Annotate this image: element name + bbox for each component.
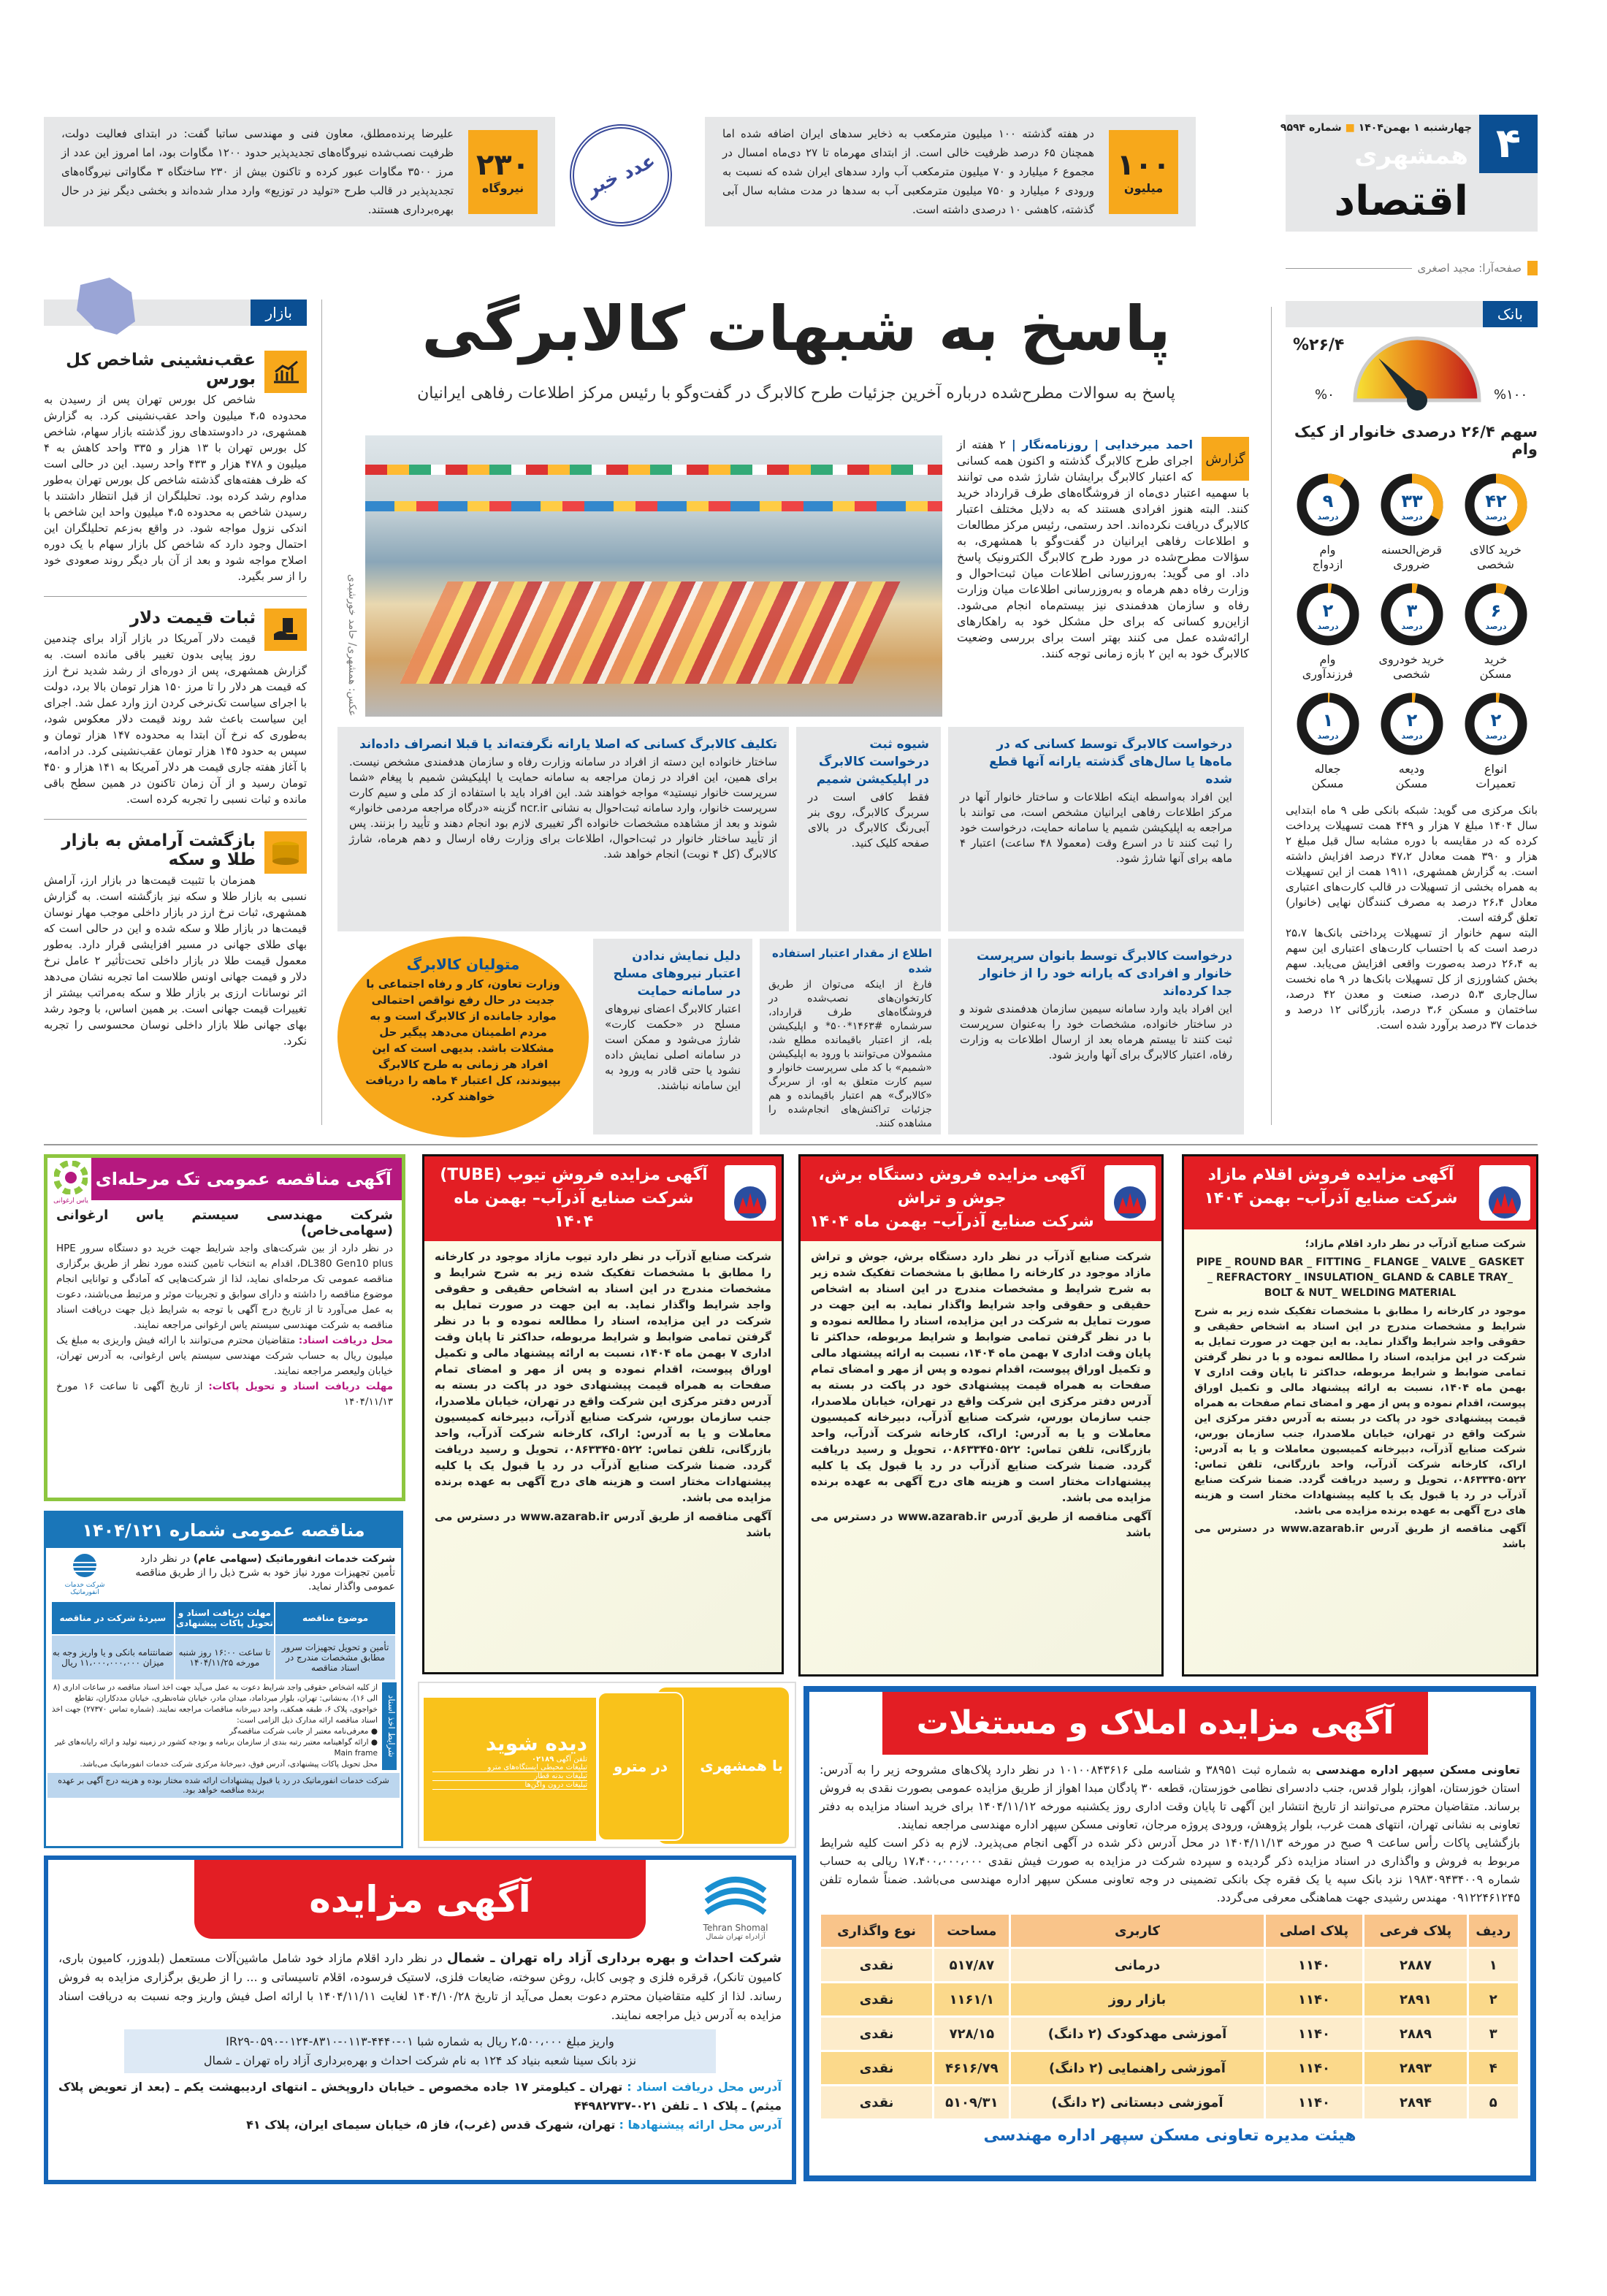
table-cell: ۵۱۷/۸۷: [934, 1949, 1009, 1981]
subtitle: پاسخ به سوالات مطرح‌شده درباره آخرین جزئیات طرح کالابرگ در گفت‌وگو با رئیس مرکز اطلاعات رفاهی ایرانیان: [417, 384, 1175, 403]
qa-title: درخواست کالابرگ توسط کسانی که در ماه‌ها یا سال‌های گذشته یارانه آنها قطع شده: [989, 737, 1232, 787]
informatics-logo-icon: [52, 1552, 118, 1596]
logo-text: یاس ارغوانی: [53, 1197, 88, 1205]
donut-chart: [1462, 690, 1530, 758]
metro-phone: [432, 1755, 587, 1763]
donut-chart: [1294, 581, 1362, 648]
table-cell: آموزشی راهنمایی (۲ دانگ): [1011, 2052, 1263, 2084]
callout-title: متولیان کالابرگ: [406, 956, 520, 973]
label-line: فرزندآوری: [1302, 667, 1354, 681]
donut-unit: درصد: [1401, 731, 1422, 741]
bank-title: سهم ۲۶/۴ درصدی خانوار از کیک وام: [1294, 423, 1538, 458]
table-cell: ۲۸۸۹: [1364, 2018, 1466, 2050]
ad-text: در نظر دارد تأمین تجهیزات مورد نیاز خود به شرح ذیل را از طریق مناقصه عمومی واگذار نماید.: [135, 1553, 395, 1593]
section-title: اقتصاد: [1334, 178, 1468, 225]
brief-number: ۱۰۰: [1116, 148, 1171, 182]
label-line: مسکن: [1479, 667, 1512, 681]
qa-box: [760, 939, 941, 1134]
label-line: قرض‌الحسنه: [1381, 543, 1443, 557]
ad-text: در نظر دارد اقلام مازاد خود شامل ماشین‌آلات مستعمل (بلدوزر، کامیون باری، کامیون تانکر)، قرقره فلزی و چوبی کابل، روغن سوخته، ضایعات فلزی، لاستیک فرسوده، اقلام تاسیساتی و ... را از طریق برگزاری مزایده به فروش رساند. لذا از کلیه متقاضیان محترم دعوت بعمل می‌آید از تاریخ ۱۴۰۴/۱۰/۲۸ لغایت ۱۴۰۴/۱۱/۱۱ با ارائه اصل فیش واریز وجه نسبت به دریافت اسناد مزایده به آدرس ذیل مراجعه نمایند.: [58, 1951, 782, 2022]
donut-unit: درصد: [1317, 512, 1338, 522]
yas-logo-icon: [50, 1161, 91, 1205]
paper-logo: همشهری: [1354, 141, 1468, 170]
table-row: [821, 2086, 1518, 2118]
designer-credit: [1286, 259, 1538, 277]
requirement: ● معرفی‌نامه معتبر از جانب شرکت مناقصه‌گر: [229, 1727, 378, 1736]
metro-word: در مترو: [613, 1758, 668, 1775]
donut-label: [1288, 652, 1368, 682]
news-text: همزمان با تثبیت قیمت‌ها در بازار ارز، آرامش نسبی به بازار طلا و سکه نیز بازگشته است. به گزارش همشهری، ثبات نرخ ارز در بازار داخلی موجب مهار نوسان قیمت‌ها در بازار طلا و سکه شده و این در حالی است که بهای طلای جهانی در مسیر افزایشی قرار دارد. به‌طور معمول قیمت طلا در بازار داخلی تحت‌تأثیر ۲ عامل نرخ دلار و قیمت جهانی اونس طلاست اما تجربه نشان می‌دهد اثر نوسانات ارزی بر بازار طلا و سکه به‌مراتب بیشتر از تغییرات قیمت جهانی است. بر همین اساس، با وجود رشد بهای جهانی طلا بازار داخلی نوسان محسوسی را تجربه نکرد.: [44, 874, 307, 1048]
table-cell: نقدی: [821, 2086, 932, 2118]
table-header: نوع واگذاری: [821, 1915, 932, 1947]
money-hand-icon: [264, 609, 307, 651]
designer: صفحه‌آرا: مجید اصغری: [1417, 262, 1522, 275]
qa-text: فقط کافی است در سربرگ کالابرگ، روی بنر آبی‌رنگ کالابرگ در بالای صفحه کلیک کنید.: [808, 790, 929, 850]
donut-number: ۱: [1322, 710, 1333, 731]
ad-body: [809, 1755, 1530, 1912]
qa-box: [337, 727, 789, 931]
table-cell: نقدی: [821, 2018, 932, 2050]
news-item-dollar: [44, 609, 307, 807]
ad-company: شرکت مهندسی سیستم یاس ارغوانی (سهامی‌خاص): [56, 1208, 393, 1238]
table-cell: تأمین و تحویل تجهیزات سرور مطابق مشخصات مندرج در اسناد مناقصه: [275, 1636, 395, 1679]
side-label: شرایط اخذ اسناد: [382, 1682, 397, 1770]
donut-unit: درصد: [1485, 622, 1506, 631]
qa-box: [948, 727, 1244, 931]
table-header-row: [821, 1915, 1518, 1947]
table-header: مساحت: [934, 1915, 1009, 1947]
logo-text: Tehran Shomal: [703, 1923, 768, 1933]
donut-item: [1288, 690, 1368, 791]
section-bar: [1286, 301, 1538, 327]
divider: [44, 819, 307, 820]
donut-label: [1456, 762, 1536, 791]
label-line: جعاله: [1314, 762, 1341, 776]
table-cell: ۱۱۴۰: [1266, 2052, 1363, 2084]
qa-box: [593, 939, 752, 1134]
ad-header: [1184, 1156, 1536, 1229]
brief-text: در هفته گذشته ۱۰۰ میلیون مترمکعب به ذخایر سدهای ایران اضافه شده اما همچنان ۶۵ درصد ظرفیت خالی است. از ابتدای مهرماه تا ۲۷ دی‌ماه امسال در مجموع ۶ میلیارد و ۷۰ میلیون مترمکعب آب وارد سدهای ایران شده که نسبت به ورودی ۶ میلیارد و ۷۵۰ میلیون مترمکعبی آب به سدها در مدت مشابه سال آبی گذشته، کاهشی ۱۰ درصدی داشته است.: [722, 127, 1094, 216]
table-row: [821, 1949, 1518, 1981]
qa-text: فارغ از اینکه می‌توان از طریق کارتخوان‌های نصب‌شده در فروشگاه‌های طرف قرارداد، سرشماره #۱۴۶۳*۵۰۰* و اپلیکیشن بله، از اعتبار باقیمانده مطلع شد، مشمولان می‌توانند با ورود به اپلیکیشن «شمیم» با کد ملی سرپرست خانوار و سیم کارت متعلق به او، از سربرگ «کالابرگ» هم اعتبار باقیمانده و هم جزئیات تراکنش‌های انجام‌شده را مشاهده کنند.: [768, 979, 932, 1129]
table-cell: نقدی: [821, 1949, 932, 1981]
marker-icon: [1527, 261, 1538, 275]
payment-line: نزد بانک سینا شعبه بنیاد کد ۱۲۴ به نام شرکت احداث و بهره‌برداری آزاد راه تهران ـ شمال: [203, 2053, 637, 2067]
label-line: خرید کالای: [1470, 543, 1522, 557]
donut-unit: درصد: [1401, 512, 1422, 522]
page-divider: [44, 1144, 1538, 1145]
metro-word: دیده شوید: [485, 1731, 587, 1755]
donut-chart: [1378, 471, 1446, 538]
table-row: [821, 2052, 1518, 2084]
donut-label: [1288, 762, 1368, 791]
donut-number: ۶: [1490, 600, 1501, 621]
table-cell: ۱۱۴۰: [1266, 1949, 1363, 1981]
property-table: [819, 1912, 1520, 2121]
ad-body: [1184, 1229, 1536, 1560]
issue-number: شماره ۹۵۹۴: [1280, 122, 1342, 134]
donut-number: ۳: [1406, 600, 1417, 621]
label-line: مسکن: [1395, 777, 1428, 790]
table-header: پلاک فرعی: [1364, 1915, 1466, 1947]
donut-label: [1288, 543, 1368, 572]
ad-azarab-cutting: [798, 1154, 1164, 1677]
label-line: شخصی: [1477, 557, 1514, 571]
donut-item: [1288, 471, 1368, 572]
donut-label: [1372, 543, 1452, 572]
ad-title: آگهی مزایده املاک و مستغلات: [882, 1692, 1428, 1755]
donut-chart: [1462, 581, 1530, 648]
ad-text: موجود در کارخانه را مطابق با مشخصات تفکیک شده زیر به شرح شرایط و مشخصات مندرج در این اسناد به اشخاص حقیقی و حقوقی واجد شرایط واگذار نماید. به این جهت در صورت تمایل به شرکت در این مزایده، اسناد را مطالعه نموده و با در نظر گرفتن تمامی ضوابط و شرایط مربوطه، حداکثر تا پایان وقت اداری ۷ بهمن ماه ۱۴۰۴، نسبت به ارائه پیشنهاد مالی و تکمیل اوراق پیوست، اقدام نموده و پس از مهر و امضای تمام صفحات به همراه قیمت پیشنهادی خود در پاکت در بسته به آدرس دفتر مرکزی این شرکت واقع در تهران، خیابان ملاصدرا، جنب سازمان بورس، شرکت صنایع آذرآب، دبیرخانه کمیسیون معاملات و یا به آدرس: اراک، کارخانه شرکت آذرآب، واحد بازرگانی، تلفن تماس: ۰۸۶۳۳۴۵۰۵۲۲، تحویل و رسید دریافت گردد. ضمنا شرکت صنایع آذرآب در رد یا قبول یک یا کلیه پیشنهادات مختار است و هزینه های درج آگهی به عهده برنده مزایده می باشد.: [1194, 1305, 1526, 1517]
lead-body: ۲ هفته از اجرای طرح کالابرگ گذشته و اکنون همه کسانی که اعتبار کالابرگ برایشان شارژ شده می توانند با سهمیه اعتبار دی‌ماه از فروشگاه‌های طرف قرارداد خرید کنند. البته هنوز افرادی هستند که به دلایل مختلف اعتبار کالابرگ دریافت نکرده‌اند. احد رستمی، رئیس مرکز مطالعات و اطلاعات رفاهی ایرانیان در گفت‌وگو با همشهری، به سؤالات مطرح‌شده در مورد طرح کالابرگ الکترونیک پاسخ داد. او می گوید: به‌روزرسانی اطلاعات میان ثبت‌احوال و وزارت رفاه دهم هرماه و به‌روزرسانی اطلاعات میان وزارت رفاه و سازمان هدفمندی نیز بیستم‌ماه انجام می‌شود. ازاین‌رو کسانی که برای حل مشکل خود به راهکارهای ارائه‌شده عمل می کنند بهتر است برای بررسی وضعیت کالابرگ خود به این ۲ بازه زمانی توجه کنند.: [957, 438, 1249, 660]
gauge-max: %۱۰۰: [1494, 387, 1528, 403]
iran-map-icon: [73, 278, 139, 336]
donut-item: [1456, 690, 1536, 791]
payment-box: [124, 2029, 716, 2073]
tender-table: [46, 1601, 401, 1681]
news-item-gold: [44, 831, 307, 1049]
donut-grid: [1286, 471, 1538, 791]
section-label: بازار: [251, 300, 307, 326]
label-line: مسکن: [1311, 777, 1344, 790]
donut-unit: درصد: [1485, 512, 1506, 522]
ad-title: آگهی مزایده فروش تیوب (TUBE): [440, 1166, 708, 1184]
label-line: وام: [1319, 543, 1336, 557]
donut-unit: درصد: [1317, 622, 1338, 631]
stamp-text: عدد خبر: [583, 150, 659, 201]
ad-footer: آگهی مناقصه از طریق آدرس www.azarab.ir در دسترس می باشد: [1194, 1523, 1526, 1550]
news-title: بازگشت آرامش به بازار طلا و سکه: [61, 831, 256, 869]
label: محل دریافت اسناد:: [298, 1335, 393, 1346]
kicker: [1202, 437, 1249, 481]
donut-item: [1456, 471, 1536, 572]
brief-unit: نیروگاه: [481, 180, 524, 195]
gauge-min: %۰: [1315, 387, 1335, 403]
qa-text: ساختار خانواده این دسته از افراد در سامانه وزارت رفاه و سازمان هدفمندی مشخص نیست. برای همین، این افراد در زمان مراجعه به سامانه حمایت یا اپلیکیشن شمیم با پیغام «شما سرپرست خانوار نیستید» مواجه خواهند شد. این افراد باید با استفاده از کد ملی و سیم کارت سرپرست خانوار، وارد سامانه ثبت‌احوال به نشانی ncr.ir گزینه «درگاه مراجعه مردمی خانوار» شوند و بعد از مشاهده مشخصات خانواده اگر تغییری لازم بود انجام دهند و تأیید را بزنند. پس از تأیید ساختار خانوار در ثبت‌احوال، اطلاعات برای وزارت رفاه ارسال و دهم هرماه، شارژ کالابرگ (کل ۴ نوبت) انجام خواهد شد.: [349, 755, 777, 861]
ad-body: [47, 1200, 402, 1417]
table-header: موضوع مناقصه: [275, 1602, 395, 1634]
bank-text: بانک مرکزی می گوید: شبکه بانکی طی ۹ ماه ابتدایی سال ۱۴۰۴ مبلغ ۷ هزار و ۴۴۹ همت تسهیلات پرداخت کرده که در مقایسه با دوره مشابه سال قبل مبلغ ۲ هزار و ۳۹۰ همت معادل ۴۷،۲ درصد افزایش داشته است. به گزارش همشهری، ۱۹۱۱ همت از این تسهیلات به همراه بخشی از تسهیلات در قالب کارت‌های اعتباری معادل ۲۶،۴ درصد به مصرف کنندگان نهایی (خانوار) تعلق گرفته است.: [1286, 804, 1538, 924]
table-row: [821, 2018, 1518, 2050]
table-cell: ۱۱۴۰: [1266, 1983, 1363, 2015]
label-line: شخصی: [1393, 667, 1430, 681]
label-line: انواع: [1484, 762, 1508, 776]
news-title: ثبات قیمت دلار: [129, 609, 256, 628]
donut-item: [1372, 690, 1452, 791]
date-line: چهارشنبه ۱ بهمن۱۴۰۴ ■ شماره ۹۵۹۴: [1280, 122, 1472, 134]
address: تهران، شهرک قدس (غرب)، فاز ۵، خیابان سیمای ایران، پلاک ۴۱: [246, 2118, 616, 2132]
donut-label: [1372, 762, 1452, 791]
ad-text: از کلیه اشخاص حقوقی واجد شرایط دعوت به عمل می‌آید جهت اخذ اسناد مناقصه در ساعات اداری (۸ الی ۱۶)، به‌نشانی: تهران، بلوار میرداماد، میدان مادر، خیابان شاه‌نظری، خیابان مددکاران، تقاطع خواجوی، پلاک ۶، طبقه همکف، واحد دبیرخانه مناقصات مراجعه نمایند. (شماره تماس ۲۷۳۷۰) جهت اخذ اسناد مناقصه ارائه مدارک ذیل الزامی است:: [51, 1683, 378, 1725]
ad-subtitle: شرکت صنایع آذرآب– بهمن ماه ۱۴۰۴: [454, 1189, 694, 1231]
ad-text: محل تحویل پاکات پیشنهادی، آدرس فوق، دبیرخانهٔ مرکزی شرکت خدمات انفورماتیک می‌باشد.: [80, 1760, 378, 1769]
table-cell: ۱۱۴۰: [1266, 2018, 1363, 2050]
divider: [44, 596, 307, 597]
donut-unit: درصد: [1485, 731, 1506, 741]
table-cell: ۲: [1469, 1983, 1518, 2015]
metro-line: تبلیغات درون واگن‌ها: [432, 1781, 587, 1790]
brief-number-box: [1109, 130, 1178, 214]
donut-number: ۲: [1406, 710, 1417, 731]
ad-title: آگهی مزایده فروش دستگاه برش، جوش و تراش: [818, 1166, 1085, 1208]
ad-header: [801, 1156, 1161, 1241]
ad-text: در نظر دارد از بین شرکت‌های واجد شرایط جهت خرید دو دستگاه سرور HPE DL380 Gen10 plus، اقدام به انتخاب تامین کننده مورد نظر از طریق برگزاری مناقصه عمومی تک مرحله‌ای نماید، لذا از شرکت‌هایی که آمادگی و توانایی انجام موضوع مناقصه را داشته و دارای سوابق و تجربیات موثر و مرتبط می‌باشند، دعوت به عمل می‌آورد تا از تاریخ درج آگهی با توجه به شرایط ذیل جهت دریافت اسناد مناقصه به شرکت مهندسی سیستم یاس ارغوانی مراجعه نمایند.: [56, 1243, 393, 1331]
table-cell: ۱۱۶۱/۱: [934, 1983, 1009, 2015]
brief-number-box: [468, 130, 538, 214]
requirement: ● ارائه گواهینامه معتبر رتبه بندی از سازمان برنامه و بودجه کشور در زمینه تولید و ارائه رایانه‌های غیر Main frame: [55, 1738, 378, 1758]
ad-footer: آگهی مناقصه از طریق آدرس www.azarab.ir در دسترس می باشد: [811, 1510, 1151, 1539]
table-cell: ۲۸۹۴: [1364, 2086, 1466, 2118]
ad-footer: شرکت خدمات انفورماتیک در رد یا قبول پیشنهادات ارائه شده مختار بوده و هزینه درج آگهی بر عهده برنده مناقصه خواهد بود.: [47, 1773, 400, 1798]
stamp: [553, 107, 689, 243]
column-divider: [1271, 307, 1272, 1125]
donut-chart: [1378, 690, 1446, 758]
donut-item: [1288, 581, 1368, 682]
table-header: کاربری: [1011, 1915, 1263, 1947]
donut-chart: [1462, 471, 1530, 538]
ad-tehran-shomal: [44, 1856, 796, 2184]
table-header: پلاک اصلی: [1266, 1915, 1363, 1947]
donut-item: [1456, 581, 1536, 682]
table-cell: ۳: [1469, 2018, 1518, 2050]
donut-number: ۴۲: [1484, 491, 1507, 511]
donut-label: [1456, 543, 1536, 572]
bank-text: البته سهم خانوار از تسهیلات پرداختی بانک‌ها ۲۵،۷ درصد است که با احتساب کارت‌های اعتباری این سهم به ۲۶،۴ درصد به‌صورت واقعی افزایش می‌یابد. سهم بخش کشاورزی از کل تسهیلات بانک‌ها در ۹ ماه نخست سال‌جاری ۵،۳ درصد، صنعت و معدن ۴۲ درصد، ساختمان و مسکن ۳،۶ درصد، بازرگانی ۱۲ درصد و خدمات ۳۷ درصد برآورد شده است.: [1286, 926, 1538, 1031]
ad-title: آگهی مزایده فروش اقلام مازاد: [1207, 1166, 1454, 1184]
label-line: خرید: [1484, 652, 1508, 666]
table-cell: تا ساعت ۱۶:۰۰ روز شنبه مورخه ۱۴۰۴/۱۱/۲۵: [175, 1636, 275, 1679]
ad-subtitle: شرکت صنایع آذرآب– بهمن ۱۴۰۴: [1204, 1189, 1458, 1208]
ad-text: شرکت صنایع آذرآب در نظر دارد دستگاه برش، جوش و تراش مازاد موجود در کارخانه را مطابق با مشخصات تفکیک شده زیر به شرح شرایط و مشخصات مندرج در این اسناد به اشخاص حقیقی و حقوقی واجد شرایط واگذار نماید. به این جهت در صورت تمایل به شرکت در این مزایده، اسناد را مطالعه نموده و با در نظر گرفتن تمامی ضوابط و شرایط مربوطه، حداکثر تا پایان وقت اداری ۷ بهمن ماه ۱۴۰۴، نسبت به ارائه پیشنهاد مالی و تکمیل اوراق پیوست، اقدام نموده و پس از مهر و امضای تمام صفحات به همراه قیمت پیشنهادی خود در پاکت در بسته به آدرس دفتر مرکزی این شرکت واقع در تهران، خیابان ملاصدرا، جنب سازمان بورس، شرکت صنایع آذرآب، دبیرخانه کمیسیون معاملات و یا به آدرس: اراک، کارخانه شرکت آذرآب، واحد بازرگانی، تلفن تماس: ۰۸۶۳۳۴۵۰۵۲۲، تحویل و رسید دریافت گردد. ضمنا شرکت صنایع آذرآب در رد یا قبول یک یا کلیه پیشنهادات مختار است و هزینه های درج آگهی به عهده برنده مزایده می باشد.: [811, 1250, 1152, 1504]
table-cell: نقدی: [821, 1983, 932, 2015]
qa-title: اطلاع از مقدار اعتبار استفاده شده: [772, 947, 932, 975]
ad-text: شرکت صنایع آذرآب در نظر دارد تیوب مازاد موجود در کارخانه را مطابق با مشخصات تفکیک شده زیر به شرح شرایط و مشخصات مندرج در این اسناد به اشخاص حقیقی و حقوقی واجد شرایط واگذار نماید. به این جهت در صورت تمایل به شرکت در این مزایده، اسناد را مطالعه نموده و با در نظر گرفتن تمامی ضوابط و شرایط مربوطه، حداکثر تا پایان وقت اداری ۷ بهمن ماه ۱۴۰۴، نسبت به ارائه پیشنهاد مالی و تکمیل اوراق پیوست، اقدام نموده و پس از مهر و امضای تمام صفحات به همراه قیمت پیشنهادی خود در پاکت در بسته به آدرس دفتر مرکزی این شرکت واقع در تهران، خیابان ملاصدرا، جنب سازمان بورس، شرکت صنایع آذرآب، دبیرخانه کمیسیون معاملات و یا به آدرس: اراک، کارخانه شرکت آذرآب، واحد بازرگانی، تلفن تماس: ۰۸۶۳۳۴۵۰۵۲۲، تحویل و رسید دریافت گردد. ضمنا شرکت صنایع آذرآب در رد یا قبول یک یا کلیه پیشنهادات مختار است و هزینه های درج آگهی به عهده برنده مزایده می باشد.: [435, 1250, 771, 1504]
news-text: شاخص کل بورس تهران پس از رسیدن به محدوده ۴،۵ میلیون واحد عقب‌نشینی کرد. به گزارش همشهری، در دادوستدهای روز گذشته بازار سهام، شاخص کل بورس تهران با ۱۳ هزار و ۳۳۵ واحد کاهش به ۴ میلیون و ۴۷۸ هزار و ۴۳۳ واحد رسید. این در حالی است که ظرف هفته‌های گذشته شاخص کل بورس تهران به‌طور مداوم رشد کرده بود. تحلیلگران از قبل انتظار داشتند با رسیدن شاخص به محدوده ۴،۵ میلیون واحد این شاخص با اندکی نزول مواجه شود. در واقع به‌زعم تحلیلگران این احتمال وجود دارد که شاخص کل بازار سهام با یک دوره اصلاح مواجه شود و بعد از آن بار دیگر روند صعودی خود را از سر بگیرد.: [44, 393, 307, 583]
label: مهلت دریافت اسناد و تحویل پاکات:: [208, 1381, 394, 1392]
callout-circle: [337, 937, 589, 1137]
donut-number: ۲: [1322, 600, 1333, 621]
donut-chart: [1294, 471, 1362, 538]
ad-header: [91, 1158, 402, 1200]
column-divider: [321, 300, 322, 1125]
table-cell: ضمانتنامه بانکی و یا واریز وجه به میزان ۱۱،۰۰۰،۰۰۰،۰۰۰ ریال: [52, 1636, 174, 1679]
donut-chart: [1294, 690, 1362, 758]
ad-text: از تاریخ آگهی تا ساعت ۱۶ مورخ ۱۴۰۴/۱۱/۱۳: [56, 1381, 393, 1408]
table-cell: بازار روز: [1011, 1983, 1263, 2015]
section-label: بانک: [1483, 301, 1538, 327]
qa-box: [796, 727, 941, 931]
headline: پاسخ به شبهات کالابرگی: [421, 293, 1171, 365]
donut-unit: درصد: [1401, 622, 1422, 631]
ad-company: شرکت خدمات انفورماتیک (سهامی عام): [193, 1553, 395, 1565]
table-cell: آموزشی دبستانی (۲ دانگ): [1011, 2086, 1263, 2118]
ad-informatics-tender: [44, 1511, 403, 1848]
table-cell: ۲۸۹۳: [1364, 2052, 1466, 2084]
label-line: ضروری: [1393, 557, 1430, 571]
ad-metro: [418, 1682, 796, 1848]
phone-label: تلفن آگهی: [556, 1755, 587, 1763]
ad-yas-tender: [44, 1154, 405, 1501]
azarab-logo-icon: [725, 1165, 776, 1221]
brief-unit: میلیون: [1123, 180, 1164, 195]
lead-article: [957, 437, 1249, 662]
ad-items: PIPE _ ROUND BAR _ FITTING _ FLANGE _ VALVE _ GASKET _ REFRACTORY _ INSULATION_ GLAND & CABLE TRAY_ BOLT & NUT_ WELDING MATERIAL: [1196, 1256, 1524, 1299]
metro-line: تبلیغات بدنه قطار: [432, 1772, 587, 1781]
table-header: سپردهٔ شرکت در مناقصه: [52, 1602, 174, 1634]
donut-chart: [1378, 581, 1446, 648]
table-cell: ۱۱۴۰: [1266, 2086, 1363, 2118]
photo-credit: عکس: همشهری/ حامد خورشیدی: [346, 573, 358, 716]
table-cell: ۴: [1469, 2052, 1518, 2084]
donut-number: ۹: [1322, 491, 1333, 511]
ad-body: [58, 1949, 782, 2135]
chart-icon: [264, 351, 307, 393]
table-cell: ۲۸۸۷: [1364, 1949, 1466, 1981]
article-photo: [365, 435, 942, 717]
donut-item: [1372, 471, 1452, 572]
brief-renewables: [44, 117, 555, 226]
label-line: وام: [1319, 652, 1336, 666]
callout-text: وزارت تعاون، کار و رفاه اجتماعی با جدیت در حال رفع نواقص احتمالی موارد جامانده از کالابرگ است و به مردم اطمینان می‌دهد پیگیر حل مشکلات باشد. بدیهی است که این افراد هر زمانی به طرح کالابرگ بپیوندند، کل اعتبار ۴ ماهه را دریافت خواهند کرد.: [365, 977, 561, 1103]
qa-box: [948, 939, 1244, 1134]
date: چهارشنبه ۱ بهمن۱۴۰۴: [1358, 122, 1472, 134]
qa-text: اعتبار کالابرگ اعضای نیروهای مسلح در «حکمت کارت» شارژ می‌شود و ممکن است در سامانه اصلی نمایش داده نشود یا حتی قادر به ورود به این سامانه نباشند.: [605, 1002, 741, 1092]
ad-azarab-tube: [422, 1154, 784, 1674]
news-item-bourse: [44, 351, 307, 584]
ad-footer: آگهی مناقصه از طریق آدرس www.azarab.ir در دسترس می باشد: [435, 1510, 771, 1539]
label-line: ازدواج: [1312, 557, 1343, 571]
brief-dams: [705, 117, 1196, 226]
ad-title: آگهی مناقصه عمومی تک مرحله‌ای: [95, 1169, 392, 1189]
ad-intro: شرکت صنایع آذرآب در نظر دارد اقلام مازاد؛: [1305, 1238, 1526, 1250]
qa-text: این افراد به‌واسطه اینکه اطلاعات و ساختار خانوار آنها در مرکز اطلاعات رفاهی ایرانیان مشخص است، می توانند با مراجعه به اپلیکیشن شمیم یا سامانه حمایت، درخواست خود را ثبت کنند تا در اسرع وقت (معمولا ۴۸ ساعت) اعتبار ۴ ماهه برای آنها شارژ شود.: [960, 790, 1232, 865]
kicker-label: گزارش: [1205, 451, 1245, 467]
table-header: مهلت دریافت اسناد و تحویل پاکات پیشنهادی: [175, 1602, 275, 1634]
phone: ۰۲۱۸۹: [531, 1755, 554, 1763]
logo-text: آزادراه تهران شمال: [706, 1933, 766, 1941]
ad-header: [424, 1156, 782, 1241]
ad-azarab-items: [1182, 1154, 1538, 1677]
table-cell: ۴۶۱۶/۷۹: [934, 2052, 1009, 2084]
ad-text: به شماره ثبت ۳۸۹۵۱ و شناسه ملی ۱۰۱۰۰۸۴۳۶۱۶ در نظر دارد پلاک‌های مشروحه زیر را به آدرس: استان خوزستان، اهواز، بلوار قدس، جنب دادسرای نظامی خوزستان، قطعه ۳۰ پادگان مبدا اهواز از طریق مزایده عمومی بصورت نقدی به فروش برساند. متقاضیان محترم می‌توانند از تاریخ انتشار این آگهی تا پایان وقت اداری روز یکشنبه مورخه ۱۴۰۴/۱۱/۱۲ برای خرید اسناد مزایده به دفتر تعاونی به نشانی تهران، انتهای همت غرب، بلوار پژوهش، ورودی پروژه مرجان، تعاونی مسکن سپهر اداره مهندسی مراجعه نمایند.: [820, 1763, 1520, 1831]
qa-text: این افراد باید وارد سامانه سیمین سازمان هدفمندی شوند و در ساختار خانواده، مشخصات خود را به‌عنوان سرپرست ثبت کنند تا بیستم هرماه بعد از ارسال اطلاعات به وزارت رفاه، اعتبار کالابرگ برای آنها واریز شود.: [960, 1002, 1232, 1061]
label: آدرس محل دریافت اسناد :: [627, 2080, 782, 2094]
ad-subtitle: شرکت صنایع آذرآب– بهمن ماه ۱۴۰۴: [809, 1213, 1094, 1231]
table-cell: نقدی: [821, 2052, 932, 2084]
donut-item: [1372, 581, 1452, 682]
donut-label: [1372, 652, 1452, 682]
tehran-shomal-logo-icon: [695, 1869, 776, 1941]
table-cell: آموزشی مهدکودک (۲ دانگ): [1011, 2018, 1263, 2050]
table-cell: درمانی: [1011, 1949, 1263, 1981]
ad-text: متقاضیان محترم می‌توانند با ارائه فیش واریزی به مبلغ یک میلیون ریال به حساب شرکت مهندسی سیستم یاس ارغوانی، به آدرس تهران، خیابان ولیعصر مراجعه نمایند.: [56, 1335, 393, 1377]
azarab-logo-icon: [1104, 1165, 1156, 1221]
page-number: ۴: [1479, 115, 1538, 173]
gauge-value: %۲۶/۴: [1293, 336, 1345, 354]
label-line: خرید خودروی: [1378, 652, 1445, 666]
ad-terms: [46, 1681, 401, 1771]
donut-number: ۲: [1490, 710, 1501, 731]
gauge: [1286, 327, 1538, 419]
byline: احمد میرخدایی | روزنامه‌نگار |: [1011, 438, 1193, 451]
news-title: عقب‌نشینی شاخص کل بورس: [66, 351, 256, 389]
qa-title: شیوه ثبت درخواست کالابرگ در اپلیکیشن شمیم: [816, 737, 929, 787]
ad-text: بازگشایی پاکات رأس ساعت ۹ صبح در مورخه ۱۴۰۴/۱۱/۱۳ در محل آدرس ذکر شده در آگهی انجام می‌پذیرد. لازم به ذکر است کلیه شرایط مربوط به فروش و واگذاری در اسناد مزایده ذکر گردیده و سپرده شرکت در مزایده به صورت فیش نقدی ۱۷،۴۰۰،۰۰۰،۰۰۰ ریالی به حساب شماره ۱۹۸۳۰۹۴۳۴۰۰۹ نزد بانک سپه یا یک فقره چک بانکی تضمینی در وجه تعاونی مسکن سپهر اداره مهندسی می‌باشد. ضمناً شماره تلفن ۰۹۱۲۲۴۶۱۲۴۵ مهندس رشیدی جهت هماهنگی معرفی می‌گردد.: [820, 1836, 1521, 1904]
ad-intro: [46, 1548, 401, 1601]
metro-word: با همشهری: [700, 1757, 783, 1774]
donut-label: [1456, 652, 1536, 682]
ad-real-estate: [804, 1686, 1536, 2181]
label-line: ودیعه: [1398, 762, 1425, 776]
masthead: [1280, 115, 1538, 232]
donut-number: ۳۳: [1400, 491, 1423, 511]
table-cell: ۵۱۰۹/۳۱: [934, 2086, 1009, 2118]
label-line: تعمیرات: [1476, 777, 1516, 790]
table-cell: ۵: [1469, 2086, 1518, 2118]
ad-title: مناقصه عمومی شماره ۱۴۰۴/۱۲۱: [46, 1513, 401, 1548]
bank-section: [1286, 301, 1538, 1033]
table-cell: ۲۸۹۱: [1364, 1983, 1466, 2015]
qa-title: درخواست کالابرگ توسط بانوان سرپرست خانوار و افرادی که یارانه خود را از خانوار جدا کرده‌اند: [976, 949, 1232, 999]
table-cell: ۷۲۸/۱۵: [934, 2018, 1009, 2050]
brief-number: ۲۳۰: [476, 148, 530, 182]
ad-body: [424, 1241, 782, 1548]
metro-line: تبلیغات محیطی ایستگاه‌های مترو: [432, 1763, 587, 1772]
table-cell: ۱: [1469, 1949, 1518, 1981]
ad-signature: هیئت مدیره تعاونی مسکن سپهر اداره مهندسی: [983, 2127, 1356, 2145]
table-header: ردیف: [1469, 1915, 1518, 1947]
azarab-logo-icon: [1479, 1165, 1530, 1221]
address: تهران ـ کیلومتر ۱۷ جاده مخصوص ـ خیابان داروپخش ـ انتهای اردیبهشت یکم ـ (بعد از تعویض پلاک میثم) ـ پلاک ۱ ـ تلفن ۰۲۱-۴۴۹۸۲۷۳۷: [58, 2080, 782, 2113]
table-row: [821, 1983, 1518, 2015]
qa-title: دلیل نمایش ندادن اعتبار نیروهای مسلح در سامانه حمایت: [613, 949, 741, 999]
qa-title: تکلیف کالابرگ کسانی که اصلا یارانه نگرفته‌اند یا قبلا انصراف داده‌اند: [359, 737, 777, 752]
label: آدرس محل ارائه پیشنهادها :: [619, 2118, 782, 2132]
brief-text: علیرضا پرنده‌مطلق، معاون فنی و مهندسی ساتبا گفت: در ابتدای فعالیت دولت، ظرفیت نصب‌شده نیروگاه‌های تجدیدپذیر حدود ۱۲۰۰ مگاوات بود، اما امروز این عدد از مرز ۳۵۰۰ مگاوات عبور کرده و تاکنون بیش از ۲۳۰ ساختگاه ۳ مگاواتی نیروگاه‌های تجدیدپذیر در قالب طرح «تولید در توزیع» وارد مدار شده‌اند و بخشی دیگر نیز در حال بهره‌برداری هستند.: [61, 127, 454, 216]
bazaar-section: [44, 300, 307, 1049]
logo-text: شرکت خدمات انفورماتیک: [64, 1582, 105, 1596]
ad-company: شرکت احداث و بهره برداری آزاد راه تهران ـ شمال: [446, 1950, 782, 1966]
payment-line: واریز مبلغ ۲،۵۰۰،۰۰۰ ریال به شماره شبا IR۲۹-۰۵۹۰-۰۱۲۴-۸۳۱۰-۰۱۱۳-۴۴۴۰-۰۱: [226, 2034, 614, 2048]
ad-title: آگهی مزایده: [194, 1860, 646, 1939]
ad-company: تعاونی مسکن سپهر اداره مهندسی: [1316, 1763, 1521, 1777]
ad-body: [801, 1241, 1161, 1548]
coins-icon: [264, 831, 307, 874]
donut-unit: درصد: [1317, 731, 1338, 741]
news-text: قیمت دلار آمریکا در بازار آزاد برای چندمین روز پیاپی بدون تغییر باقی مانده است. به گزارش همشهری، پس از دوره‌ای از رشد شدید نرخ ارز که قیمت هر دلار را تا مرز ۱۵۰ هزار تومان بالا برد، دولت با اجرای سیاست تک‌نرخی کردن ارز وارد عمل شد. اجرای این سیاست باعث شد روند قیمت دلار معکوس شود، به‌طوری که نرخ آن ابتدا به محدوده ۱۴۷ هزار تومان و سپس به حدود ۱۴۵ هزار تومان عقب‌نشینی کرد. در ادامه، با آغاز هفته جاری قیمت هر دلار آمریکا به ۱۴۱ هزار و ۴۵۰ تومان رسید و از آن زمان تاکنون در همین سطح باقی مانده و ثبات نسبی را تجربه کرده است.: [44, 632, 308, 806]
